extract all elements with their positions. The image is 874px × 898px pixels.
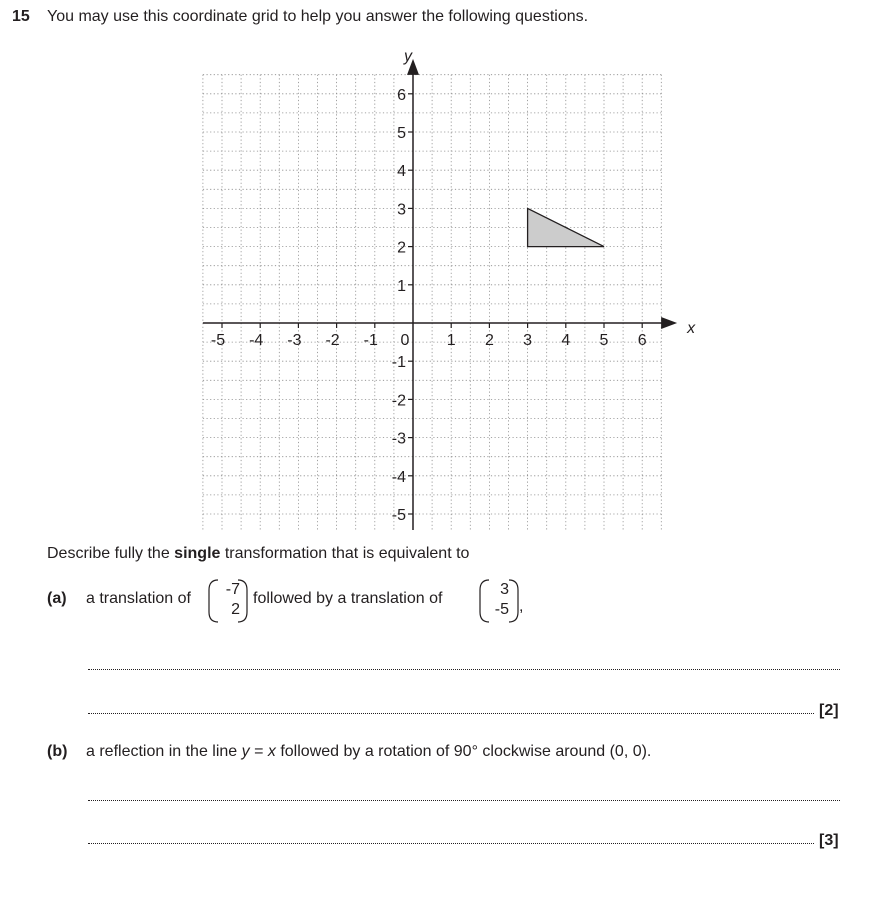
vector-2 bbox=[477, 578, 524, 624]
part-b-marks: [3] bbox=[819, 832, 839, 849]
vector-2-top: 3 bbox=[500, 581, 509, 598]
eq-y: y bbox=[241, 743, 250, 760]
x-tick-label: 5 bbox=[599, 332, 609, 349]
answer-line-a2[interactable] bbox=[88, 713, 814, 714]
part-b-text bbox=[86, 743, 651, 761]
y-tick-label: 6 bbox=[397, 86, 406, 104]
answer-line-b2[interactable] bbox=[88, 843, 814, 844]
eq-x: x bbox=[267, 743, 276, 760]
vector-2-bottom: -5 bbox=[494, 601, 509, 618]
y-tick-label: 1 bbox=[397, 277, 406, 295]
vector-1-top: -7 bbox=[225, 581, 240, 598]
y-axis-label: y bbox=[404, 47, 412, 65]
x-tick-label: -3 bbox=[287, 332, 302, 349]
x-tick-label: -2 bbox=[325, 332, 340, 349]
describe-suffix: transformation that is equivalent to bbox=[220, 545, 470, 562]
y-tick-label: 4 bbox=[397, 163, 406, 181]
part-a-text2: followed by a translation of bbox=[253, 590, 443, 607]
x-tick-label: 3 bbox=[523, 332, 533, 349]
x-axis-arrow-icon bbox=[661, 317, 677, 329]
part-b-text-pre: a reflection in the line bbox=[86, 743, 242, 760]
origin-label: 0 bbox=[400, 332, 410, 349]
describe-prefix: Describe fully the bbox=[47, 545, 175, 562]
y-tick-label: -1 bbox=[391, 354, 406, 372]
x-tick-label: 1 bbox=[446, 332, 456, 349]
x-tick-label: 4 bbox=[561, 332, 571, 349]
question-number: 15 bbox=[12, 8, 30, 25]
y-tick-label: 2 bbox=[397, 239, 406, 257]
x-tick-label: -4 bbox=[249, 332, 264, 349]
part-b-label: (b) bbox=[47, 743, 68, 760]
describe-instruction bbox=[47, 545, 469, 563]
part-a-trailing-comma: , bbox=[519, 598, 524, 615]
grid-lines bbox=[203, 75, 661, 530]
y-tick-label: 3 bbox=[397, 201, 406, 219]
part-a-marks: [2] bbox=[819, 702, 839, 719]
y-tick-label: -2 bbox=[391, 392, 406, 410]
vector-1 bbox=[206, 578, 250, 624]
eq-sign: = bbox=[249, 743, 268, 760]
y-tick-label: -3 bbox=[391, 430, 406, 448]
vector-1-bottom: 2 bbox=[231, 601, 240, 618]
part-a-text1: a translation of bbox=[86, 590, 191, 607]
x-tick-label: -1 bbox=[363, 332, 378, 349]
question-stem: You may use this coordinate grid to help you answer the following questions. bbox=[47, 8, 589, 25]
x-axis-label: x bbox=[687, 320, 696, 337]
answer-line-b1[interactable] bbox=[88, 800, 840, 801]
describe-bold: single bbox=[174, 545, 221, 562]
part-a-label: (a) bbox=[47, 590, 67, 607]
x-tick-label: 6 bbox=[637, 332, 647, 349]
y-tick-label: -4 bbox=[391, 468, 406, 486]
x-tick-label: 2 bbox=[484, 332, 494, 349]
part-b-text-post: followed by a rotation of 90° clockwise around (0, 0). bbox=[275, 743, 652, 760]
y-tick-label: -5 bbox=[391, 507, 406, 524]
answer-line-a1[interactable] bbox=[88, 669, 840, 670]
y-tick-label: 5 bbox=[397, 125, 406, 142]
x-tick-label: -5 bbox=[210, 332, 226, 349]
